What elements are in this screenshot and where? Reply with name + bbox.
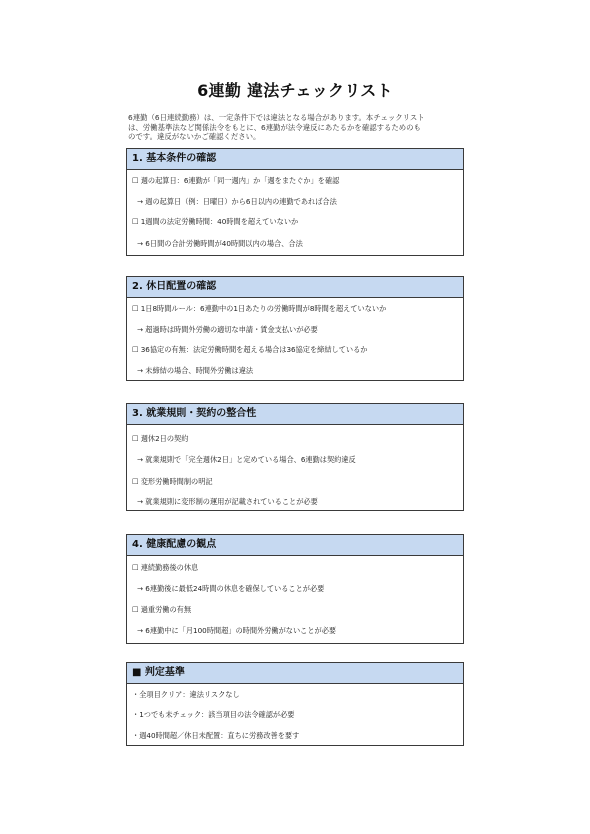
section-heading: 3. 就業規則・契約の整合性 — [127, 404, 463, 425]
checklist-item[interactable]: ☐ 1週間の法定労働時間：40時間を超えていないか — [132, 217, 299, 226]
intro-paragraph — [128, 113, 468, 142]
checklist-note: → 6日間の合計労働時間が40時間以内の場合、合法 — [137, 239, 303, 248]
intro-line: 6連勤（6日連続勤務）は、一定条件下では違法となる場合があります。本チェックリスト — [128, 113, 425, 122]
section-rules-consistency — [126, 403, 464, 511]
checklist-item[interactable]: ☐ 36協定の有無：法定労働時間を超える場合は36協定を締結しているか — [132, 345, 368, 354]
intro-line: は、労働基準法など関係法令をもとに、6連勤が法令違反にあたるかを確認するためのも — [128, 122, 421, 132]
checklist-note: → 就業規則に変形制の運用が記載されていることが必要 — [137, 497, 318, 506]
criteria-item: ・1つでも未チェック：該当項目の法令確認が必要 — [132, 710, 295, 719]
checklist-item[interactable]: ☐ 連続勤務後の休息 — [132, 563, 199, 572]
checklist-item[interactable]: ☐ 週休2日の契約 — [132, 434, 189, 443]
checklist-item[interactable]: ☐ 1日8時間ルール：6連勤中の1日あたりの労働時間が8時間を超えていないか — [132, 304, 387, 313]
checklist-note: → 6連勤後に最低24時間の休息を確保していることが必要 — [137, 584, 325, 593]
section-holiday-allocation — [126, 276, 464, 381]
section-heading: 2. 休日配置の確認 — [127, 277, 463, 298]
checklist-note: → 週の起算日（例：日曜日）から6日以内の連勤であれば合法 — [137, 197, 337, 206]
section-heading: 1. 基本条件の確認 — [127, 149, 463, 170]
section-heading: 4. 健康配慮の観点 — [127, 535, 463, 556]
checklist-item[interactable]: ☐ 週の起算日：6連勤が「同一週内」か「週をまたぐか」を確認 — [132, 176, 340, 185]
checklist-item[interactable]: ☐ 変形労働時間制の明記 — [132, 477, 213, 486]
intro-line: のです。違反がないかご確認ください。 — [128, 132, 261, 142]
criteria-item: ・全項目クリア：違法リスクなし — [132, 690, 240, 699]
checklist-note: → 就業規則で「完全週休2日」と定めている場合、6連勤は契約違反 — [137, 455, 356, 464]
checklist-note: → 超過時は時間外労働の適切な申請・賃金支払いが必要 — [137, 325, 318, 334]
section-judgement-criteria — [126, 662, 464, 746]
checklist-note: → 未締結の場合、時間外労働は違法 — [137, 366, 254, 375]
criteria-item: ・週40時間超／休日未配置：直ちに労務改善を要す — [132, 731, 300, 740]
section-heading: ■ 判定基準 — [127, 663, 463, 684]
checklist-note: → 6連勤中に「月100時間超」の時間外労働がないことが必要 — [137, 626, 337, 635]
section-basic-conditions — [126, 148, 464, 256]
page-title: 6連勤 違法チェックリスト — [197, 81, 393, 100]
checklist-item[interactable]: ☐ 過重労働の有無 — [132, 605, 192, 614]
section-health-consideration — [126, 534, 464, 644]
